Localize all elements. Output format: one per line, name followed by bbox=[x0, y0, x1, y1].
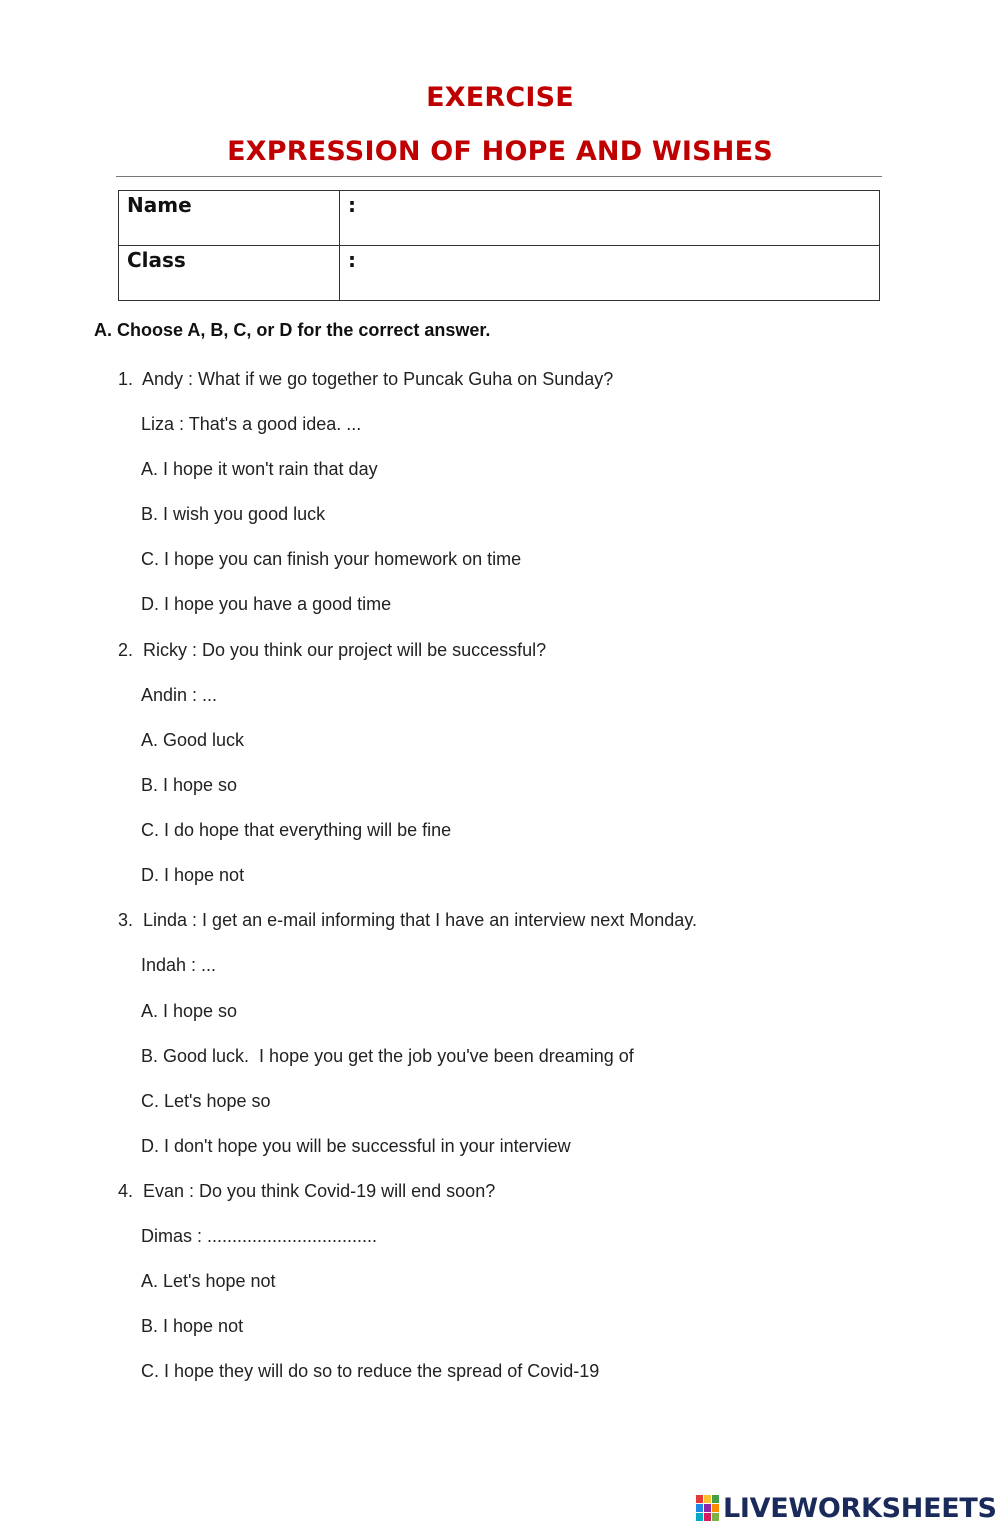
question-4-option-a[interactable]: A. Let's hope not bbox=[141, 1271, 276, 1291]
section-a-instruction: A. Choose A, B, C, or D for the correct answer. bbox=[94, 320, 491, 340]
question-2-prompt: 2. Ricky : Do you think our project will be successful? bbox=[118, 640, 547, 660]
question-1-option-d[interactable]: D. I hope you have a good time bbox=[141, 594, 392, 614]
question-3-prompt: 3. Linda : I get an e-mail informing that I have an interview next Monday. bbox=[118, 910, 697, 930]
worksheet-title: EXERCISE bbox=[426, 82, 574, 113]
question-2-option-b[interactable]: B. I hope so bbox=[141, 775, 238, 795]
question-3-option-a[interactable]: A. I hope so bbox=[141, 1001, 238, 1021]
name-label: Name bbox=[119, 191, 340, 246]
question-3-option-d[interactable]: D. I don't hope you will be successful in your interview bbox=[141, 1136, 571, 1156]
student-info-table bbox=[118, 190, 880, 301]
logo-grid-icon bbox=[696, 1495, 719, 1521]
question-3-option-c[interactable]: C. Let's hope so bbox=[141, 1091, 271, 1111]
question-4-option-b[interactable]: B. I hope not bbox=[141, 1316, 244, 1336]
question-2-response: Andin : ... bbox=[141, 685, 218, 705]
question-1-option-a[interactable]: A. I hope it won't rain that day bbox=[141, 459, 378, 479]
question-4-response: Dimas : .................................. bbox=[141, 1226, 378, 1246]
question-1-option-b[interactable]: B. I wish you good luck bbox=[141, 504, 326, 524]
question-3-option-b[interactable]: B. Good luck. I hope you get the job you've been dreaming of bbox=[141, 1046, 634, 1066]
question-3-response: Indah : ... bbox=[141, 955, 217, 975]
liveworksheets-logo bbox=[696, 1490, 997, 1526]
question-1-response: Liza : That's a good idea. ... bbox=[141, 414, 362, 434]
question-2-option-a[interactable]: A. Good luck bbox=[141, 730, 245, 750]
logo-text: LIVEWORKSHEETS bbox=[723, 1492, 997, 1524]
question-1-prompt: 1. Andy : What if we go together to Puncak Guha on Sunday? bbox=[118, 369, 614, 389]
question-2-option-c[interactable]: C. I do hope that everything will be fine bbox=[141, 820, 452, 840]
question-1-option-c[interactable]: C. I hope you can finish your homework on time bbox=[141, 549, 522, 569]
question-4-prompt: 4. Evan : Do you think Covid-19 will end soon? bbox=[118, 1181, 496, 1201]
class-field[interactable]: : bbox=[340, 246, 880, 301]
name-field[interactable]: : bbox=[340, 191, 880, 246]
class-label: Class bbox=[119, 246, 340, 301]
question-4-option-c[interactable]: C. I hope they will do so to reduce the spread of Covid-19 bbox=[141, 1361, 600, 1381]
question-2-option-d[interactable]: D. I hope not bbox=[141, 865, 245, 885]
header-divider bbox=[116, 176, 882, 177]
worksheet-subtitle: EXPRESSION OF HOPE AND WISHES bbox=[227, 136, 773, 167]
name-row bbox=[119, 191, 880, 246]
class-row bbox=[119, 246, 880, 301]
